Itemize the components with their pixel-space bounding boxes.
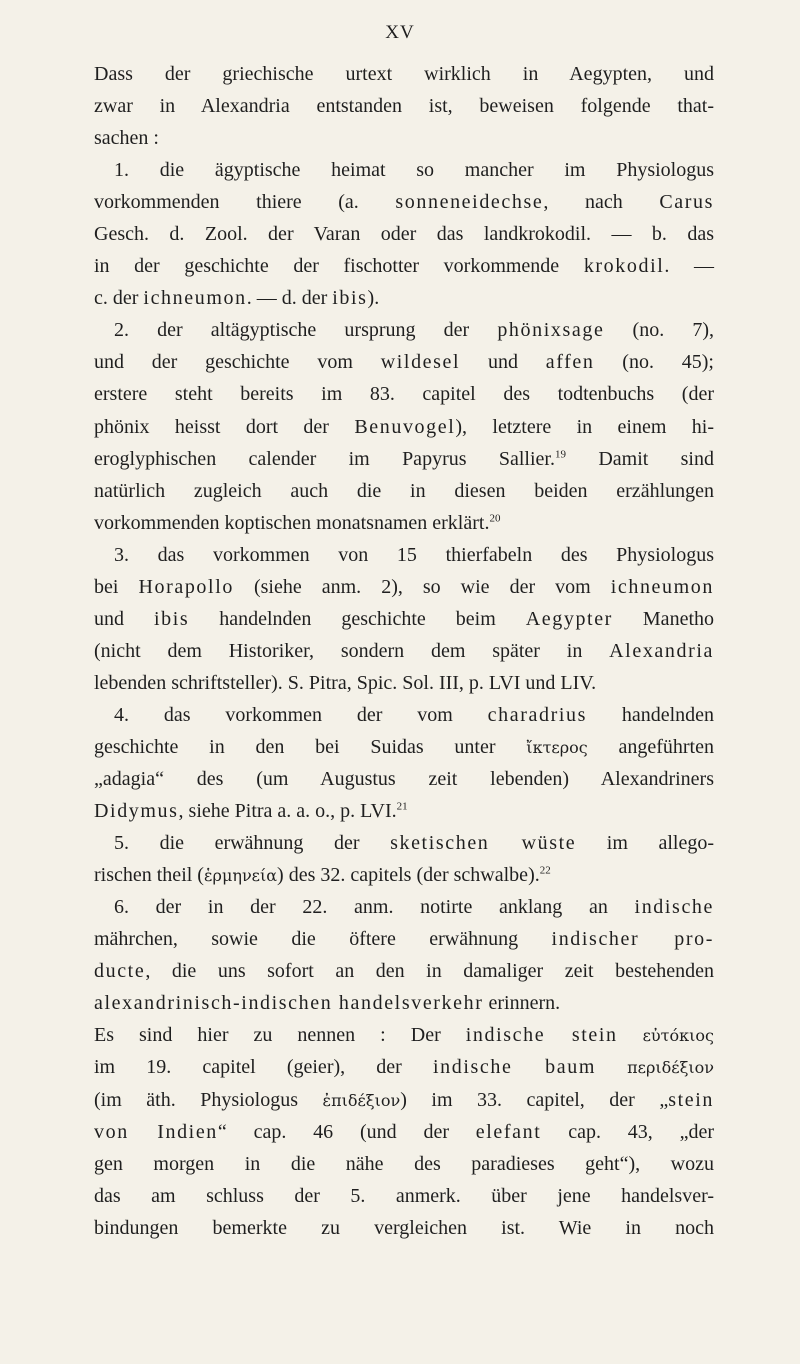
text-line (94, 346, 714, 378)
text-line (94, 1148, 714, 1180)
text-line (94, 282, 714, 314)
text-line (94, 539, 714, 571)
text-segment: 1. die ägyptische heimat so mancher im Physiologus (114, 159, 714, 182)
text-segment (596, 1056, 627, 1078)
text-segment: 5. die erwähnung der (114, 832, 391, 855)
footnote-ref: 20 (489, 512, 501, 524)
text-segment: gen morgen in die nähe des paradieses geht“), wozu (94, 1152, 714, 1175)
spaced-term: Aegypter (525, 607, 613, 630)
text-segment: rischen theil ( (94, 864, 204, 887)
spaced-term: sonneneidechse (395, 191, 544, 214)
text-segment: cap. 43, „der (541, 1120, 715, 1143)
text-segment: mährchen, sowie die öftere erwähnung (94, 928, 552, 951)
text-segment: “ cap. 46 (und der (217, 1120, 476, 1143)
text-line (94, 443, 714, 475)
text-line (94, 1019, 714, 1051)
text-line (94, 411, 714, 443)
spaced-term: indischer pro- (551, 928, 714, 951)
spaced-term: ibis (332, 287, 368, 310)
spaced-term: Didymus (94, 800, 179, 823)
spaced-term: ducte (94, 960, 146, 983)
text-segment: Damit sind (565, 447, 714, 470)
text-segment: . — (664, 255, 715, 278)
text-segment: Es sind hier zu nennen : Der (94, 1024, 466, 1047)
text-line (94, 218, 714, 250)
text-line (94, 1212, 714, 1244)
text-segment: ) des 32. capitels (der schwalbe). (277, 864, 540, 887)
text-line (94, 635, 714, 667)
footnote-ref: 19 (554, 447, 566, 460)
footnote-ref: 22 (539, 864, 551, 877)
spaced-term: krokodil (583, 255, 665, 278)
text-segment: vorkommenden thiere (a. (94, 191, 396, 214)
text-line (94, 795, 714, 827)
text-segment: c. der (94, 287, 144, 310)
text-segment: und (94, 607, 154, 630)
greek-term: ἴκτερος (526, 737, 588, 757)
text-line (94, 1084, 714, 1116)
text-segment: in der geschichte der fischotter vorkommende (94, 255, 584, 278)
spaced-term: ichneumon (610, 575, 714, 598)
text-line (94, 1180, 714, 1212)
text-segment: natürlich zugleich auch die in diesen beiden erzählungen (94, 479, 714, 502)
text-segment: bei (94, 575, 139, 598)
text-segment: (siehe anm. 2), so wie der vom (233, 575, 611, 598)
text-line (94, 90, 714, 122)
text-line (94, 827, 714, 859)
text-line (94, 154, 714, 186)
text-line (94, 58, 714, 90)
spaced-term: wildesel (380, 351, 461, 374)
spaced-term: alexandrinisch-indischen handelsverkehr (94, 992, 484, 1015)
text-line (94, 699, 714, 731)
text-segment (618, 1024, 643, 1046)
text-segment: 2. der altägyptische ursprung der (114, 319, 498, 342)
text-segment: im 19. capitel (geier), der (94, 1056, 433, 1079)
text-segment: , die uns sofort an den in damaliger zeit bestehenden (145, 960, 714, 983)
text-segment: angeführten (587, 735, 714, 758)
page-number: XV (385, 22, 415, 43)
text-segment: 4. das vorkommen der vom (114, 703, 488, 726)
text-line (94, 987, 714, 1019)
text-segment: . — d. der (246, 287, 333, 310)
text-segment: ), letztere in einem hi- (455, 415, 714, 438)
text-segment: (im äth. Physiologus (94, 1088, 323, 1111)
text-segment: eroglyphischen calender im Papyrus Sallier. (94, 447, 555, 470)
text-line (94, 1051, 714, 1083)
text-line (94, 763, 714, 795)
text-segment: 3. das vorkommen von 15 thierfabeln des Physiologus (114, 543, 714, 566)
text-line (94, 603, 714, 635)
text-segment: ) im 33. capitel, der „ (400, 1088, 669, 1111)
text-line (94, 667, 714, 699)
spaced-term: Carus (659, 191, 714, 214)
text-segment: (no. 45); (594, 351, 714, 374)
spaced-term: Alexandria (609, 639, 714, 662)
spaced-term: Benuvogel (354, 415, 456, 438)
spaced-term: ibis (153, 607, 190, 630)
text-segment: zwar in Alexandria entstanden ist, beweisen folgende that- (94, 95, 714, 118)
text-segment: phönix heisst dort der (94, 415, 355, 438)
text-segment: und (460, 351, 546, 374)
text-line (94, 923, 714, 955)
text-line (94, 731, 714, 763)
body-text (94, 58, 714, 1244)
text-line (94, 891, 714, 923)
text-segment: handelnden geschichte beim (189, 607, 526, 630)
text-segment: Manetho (612, 607, 714, 630)
text-segment: 6. der in der 22. anm. notirte anklang an (114, 896, 635, 919)
spaced-term: sketischen wüste (390, 832, 577, 855)
text-line (94, 378, 714, 410)
greek-term: ἐπιδέξιον (322, 1090, 401, 1110)
text-line (94, 475, 714, 507)
spaced-term: charadrius (487, 703, 587, 726)
greek-term: ἑρμηνεία (203, 866, 278, 886)
spaced-term: indische (634, 896, 714, 919)
text-segment: erstere steht bereits im 83. capitel des todtenbuchs (der (94, 383, 714, 406)
spaced-term: Horapollo (138, 575, 234, 598)
text-segment: Gesch. d. Zool. der Varan oder das landkrokodil. — b. das (94, 223, 714, 246)
spaced-term: von Indien (94, 1120, 218, 1143)
spaced-term: indische stein (465, 1024, 618, 1047)
footnote-ref: 21 (396, 800, 408, 813)
text-line (94, 122, 714, 154)
text-segment: (no. 7), (604, 319, 714, 342)
text-segment: sachen : (94, 127, 159, 150)
spaced-term: stein (668, 1088, 714, 1111)
text-segment: ). (367, 287, 380, 310)
text-line (94, 314, 714, 346)
text-line (94, 859, 714, 891)
text-segment: geschichte in den bei Suidas unter (94, 735, 527, 758)
spaced-term: ichneumon (143, 287, 247, 310)
spaced-term: indische baum (432, 1056, 596, 1079)
greek-term: περιδέξιον (627, 1058, 715, 1078)
text-segment: erinnern. (483, 992, 561, 1015)
text-line (94, 250, 714, 282)
text-line (94, 507, 714, 539)
text-line (94, 571, 714, 603)
text-segment: , nach (543, 191, 660, 214)
text-segment: das am schluss der 5. anmerk. über jene handelsver- (94, 1184, 714, 1207)
text-segment: lebenden schriftsteller). S. Pitra, Spic. Sol. III, p. LVI und LIV. (94, 671, 597, 694)
text-segment: im allego- (576, 832, 715, 855)
text-segment: handelnden (586, 703, 715, 726)
text-segment: Dass der griechische urtext wirklich in Aegypten, und (94, 63, 714, 85)
text-segment: „adagia“ des (um Augustus zeit lebenden) Alexandriners (94, 768, 714, 791)
text-segment: , siehe Pitra a. a. o., p. LVI. (178, 800, 397, 823)
text-segment: und der geschichte vom (94, 351, 381, 374)
spaced-term: affen (545, 351, 595, 374)
text-segment: bindungen bemerkte zu vergleichen ist. Wie in noch (94, 1216, 714, 1239)
text-line (94, 186, 714, 218)
greek-term: εὐτόκιος (642, 1026, 715, 1046)
text-line (94, 1116, 714, 1148)
spaced-term: elefant (475, 1120, 542, 1143)
spaced-term: phönixsage (497, 319, 605, 342)
text-line (94, 955, 714, 987)
text-segment: (nicht dem Historiker, sondern dem später in (94, 639, 610, 662)
text-segment: vorkommenden koptischen monatsnamen erklärt. (94, 511, 490, 534)
